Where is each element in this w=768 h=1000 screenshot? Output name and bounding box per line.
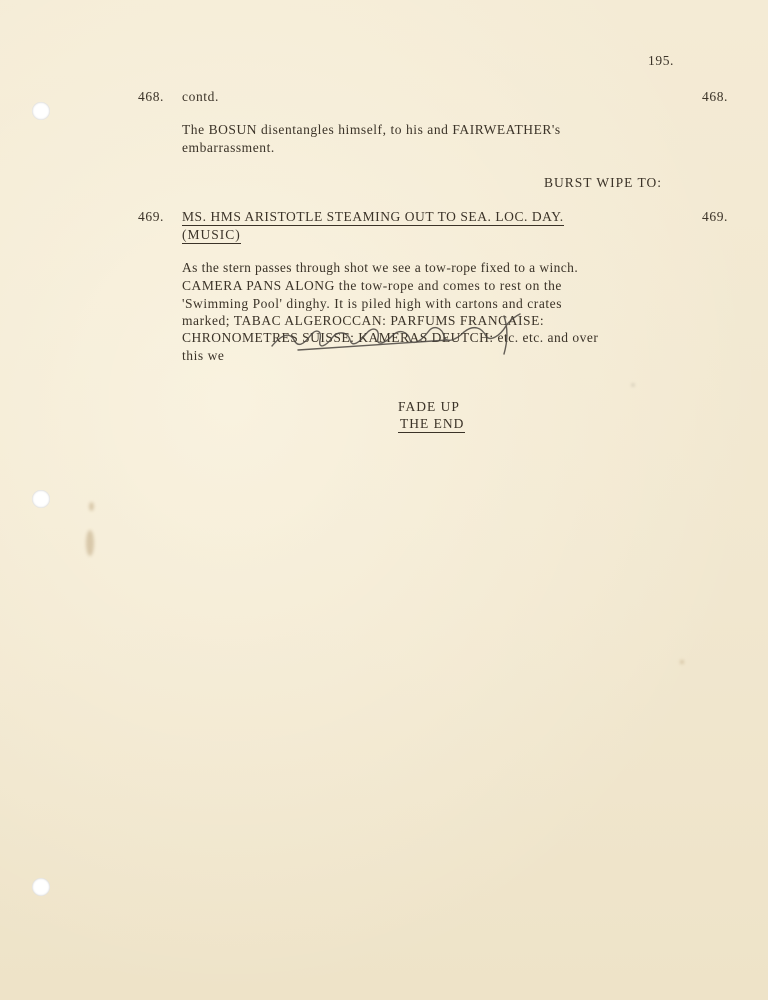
fade-up-direction: FADE UP: [398, 399, 460, 414]
scene-number-right: 469.: [702, 209, 729, 224]
the-end-text: THE END: [400, 416, 465, 431]
action-line: marked; TABAC ALGEROCCAN: PARFUMS FRANCAISE:: [182, 313, 545, 328]
scene-heading: [182, 208, 564, 226]
punch-hole-middle: [32, 490, 50, 508]
action-line: The BOSUN disentangles himself, to his and FAIRWEATHER's: [182, 122, 561, 137]
punch-hole-bottom: [32, 878, 50, 896]
ink-dot: [632, 384, 634, 386]
punch-hole-top: [32, 102, 50, 120]
scene-heading: contd.: [182, 89, 219, 104]
scene-number-left: 469.: [138, 209, 165, 224]
action-line: CHRONOMETRES SUISSE: KAMERAS DEUTCH: etc. etc. and over: [182, 330, 599, 345]
scene-number-right: 468.: [702, 89, 729, 104]
handwritten-signature: [268, 310, 558, 360]
action-line: embarrassment.: [182, 140, 275, 155]
transition: BURST WIPE TO:: [544, 175, 663, 190]
page-number: 195.: [648, 53, 675, 68]
action-line: CAMERA PANS ALONG the tow-rope and comes to rest on the: [182, 278, 562, 293]
paper-stain: [680, 660, 684, 664]
the-end: [398, 415, 465, 433]
paper-stain: [86, 530, 94, 556]
action-line: As the stern passes through shot we see a tow-rope fixed to a winch.: [182, 260, 579, 275]
scene-number-left: 468.: [138, 89, 165, 104]
scene-heading-text: MS. HMS ARISTOTLE STEAMING OUT TO SEA. LOC. DAY.: [182, 209, 564, 224]
scene-subheading-text: (MUSIC): [182, 227, 241, 242]
action-line: 'Swimming Pool' dinghy. It is piled high with cartons and crates: [182, 296, 563, 311]
paper-stain: [89, 502, 94, 511]
scene-subheading: [182, 226, 241, 244]
action-line: this we: [182, 348, 225, 363]
